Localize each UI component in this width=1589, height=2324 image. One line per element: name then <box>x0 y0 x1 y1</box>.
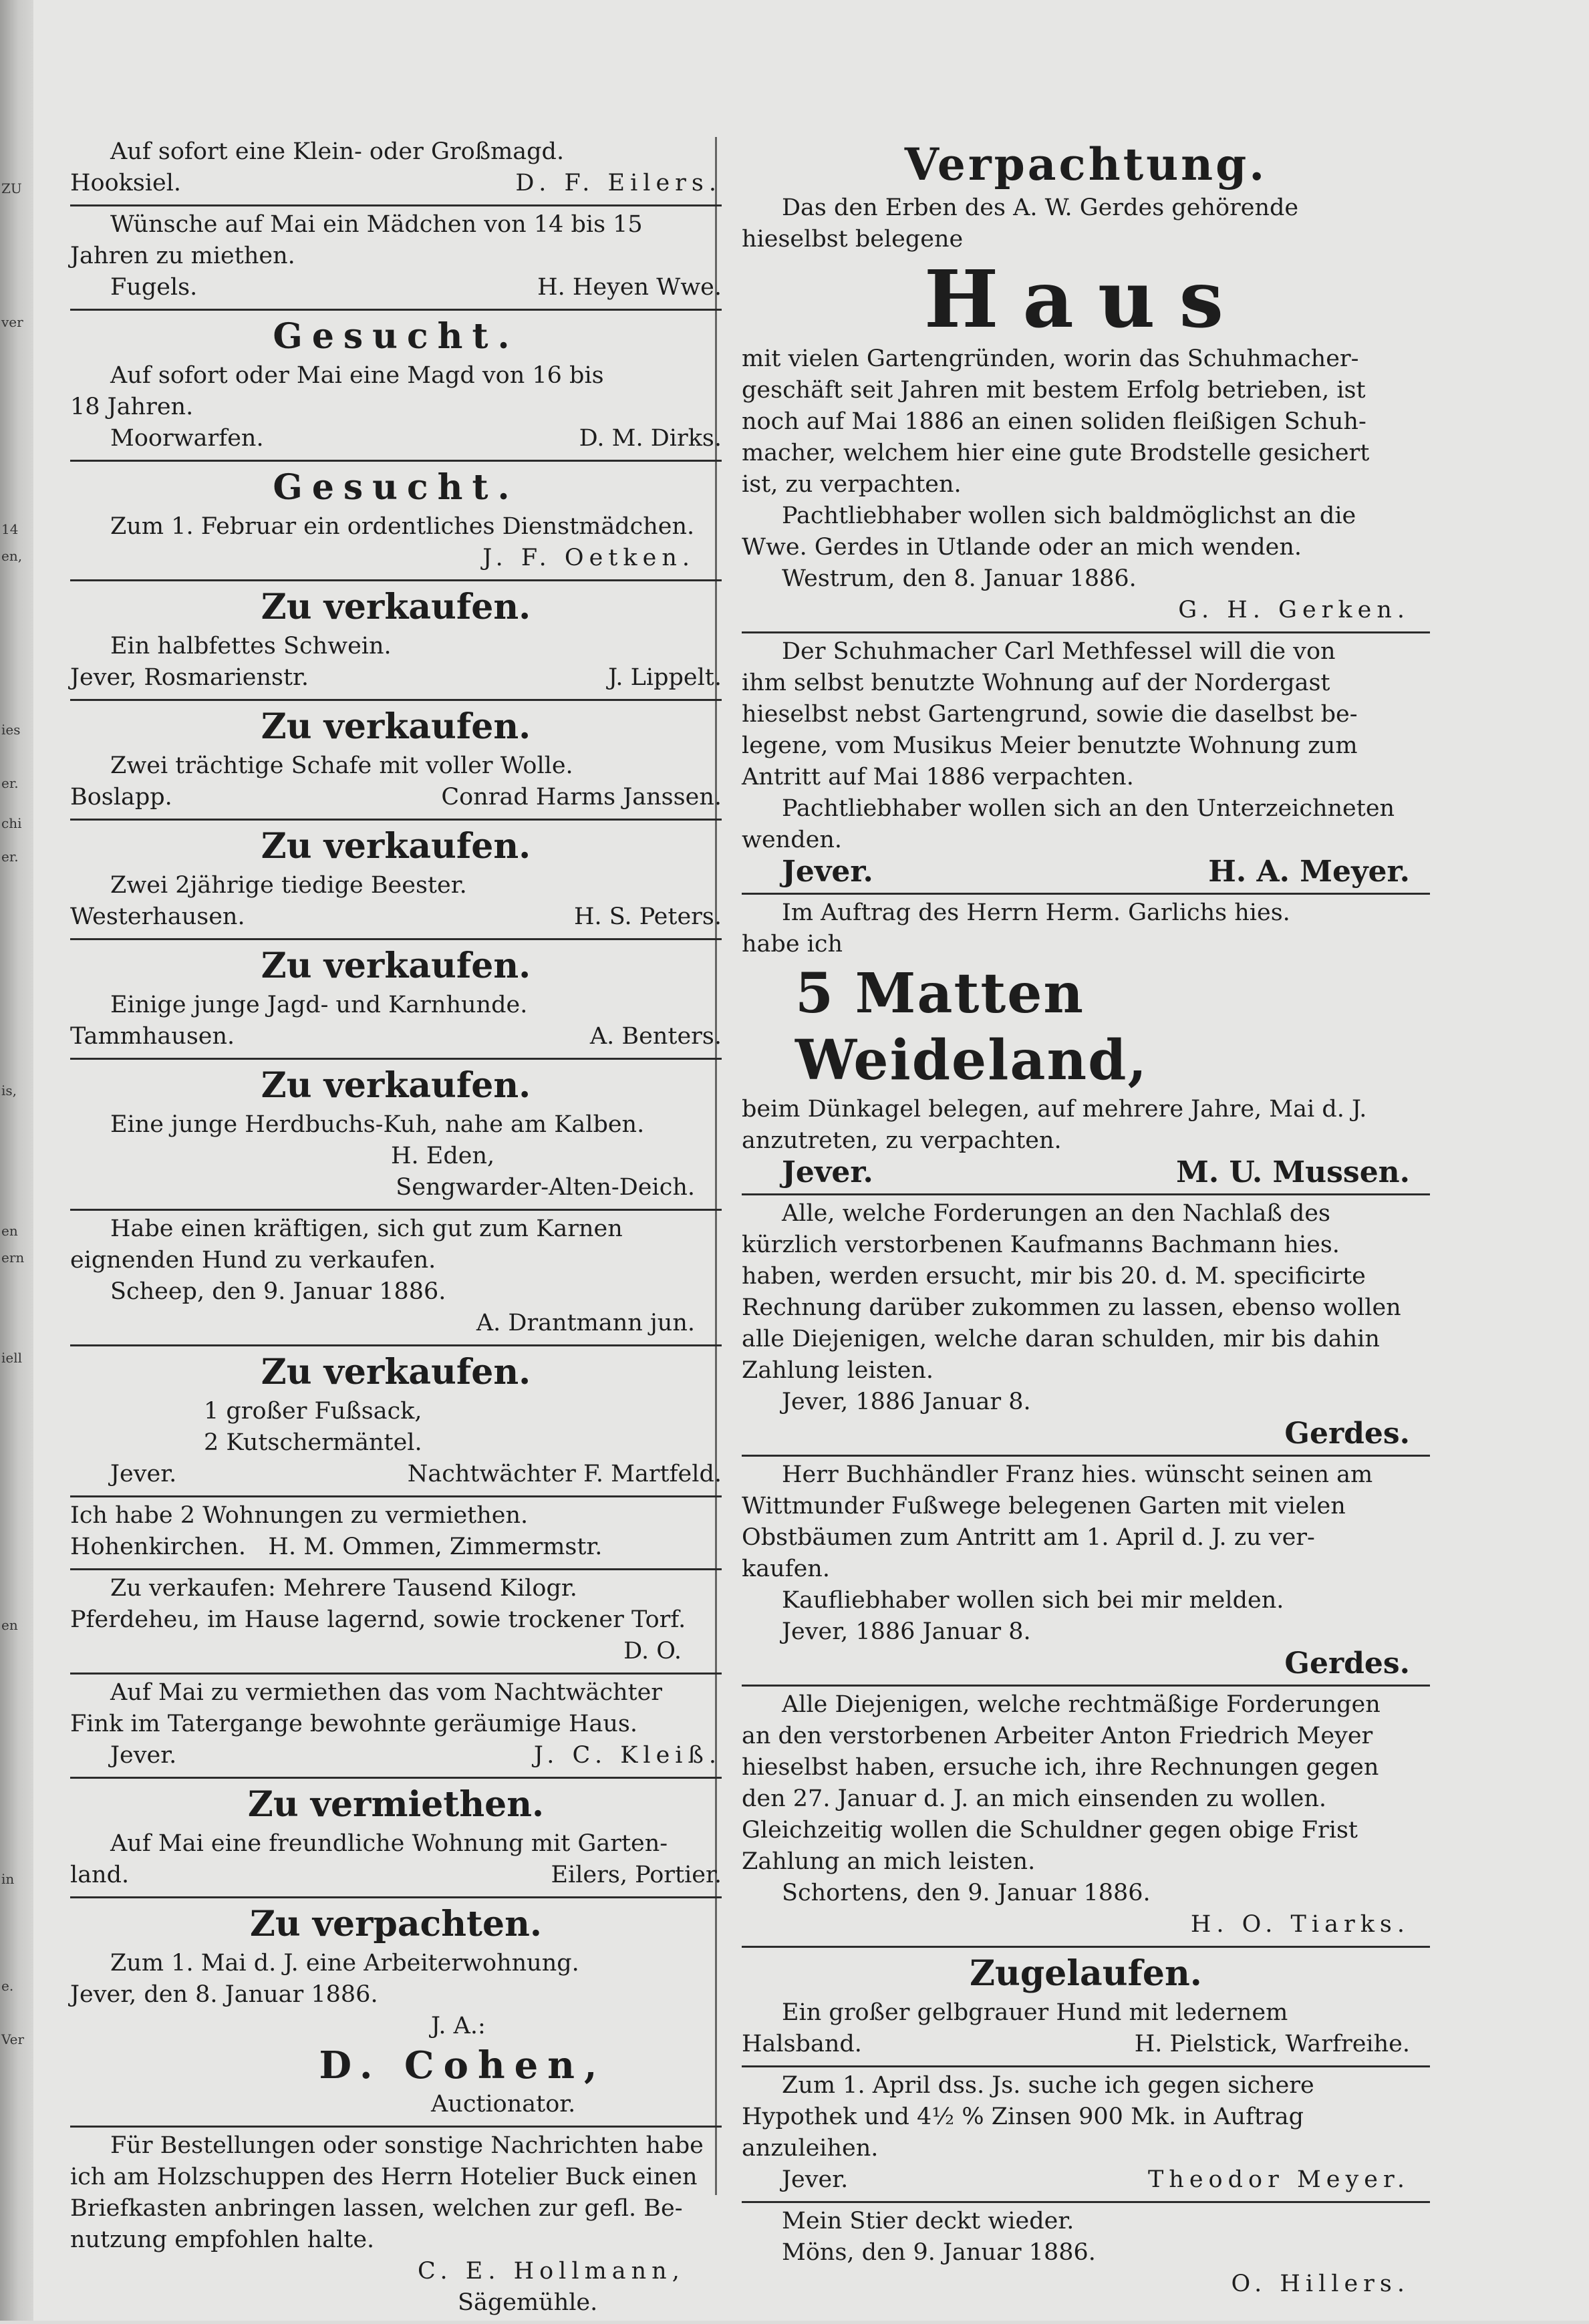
ad-text: macher, welchem hier eine gute Brodstelle gesichert <box>742 440 1370 466</box>
ad-fusssack <box>70 1346 722 1497</box>
right-column <box>742 134 1430 2297</box>
ad-place: Jever. <box>782 1155 873 1189</box>
ad-schafe <box>70 701 722 821</box>
ad-heading: Zu verkaufen. <box>261 946 531 986</box>
ad-place: Jever. <box>782 855 873 889</box>
ad-place: Jever. <box>110 1461 177 1487</box>
ad-heading: Zu verkaufen. <box>261 587 531 627</box>
ad-text: Halsband. <box>742 2031 862 2057</box>
ad-heading: Gesucht. <box>273 316 519 357</box>
ad-briefkasten <box>70 2128 722 2324</box>
ad-text: Jever, den 8. Januar 1886. <box>70 1981 378 2008</box>
ad-maedchen <box>70 206 722 311</box>
ad-haus-tatergang <box>70 1675 722 1779</box>
ad-text: Für Bestellungen oder sonstige Nachrichten habe <box>110 2132 704 2159</box>
ad-text: Scheep, den 9. Januar 1886. <box>110 1278 446 1305</box>
ad-signature: H. Heyen Wwe. <box>537 274 722 301</box>
ad-bachmann <box>742 1195 1430 1457</box>
ad-heading: Zu verkaufen. <box>261 1065 531 1106</box>
ad-text: Obstbäumen zum Antritt am 1. April d. J. zu ver- <box>742 1524 1315 1551</box>
ad-text: Antritt auf Mai 1886 verpachten. <box>742 764 1134 790</box>
ad-beester <box>70 821 722 940</box>
ad-text: Zum 1. Mai d. J. eine Arbeiterwohnung. <box>110 1950 579 1977</box>
ad-place: Tammhausen. <box>70 1023 235 1050</box>
gutter-fragment: en, <box>1 548 23 564</box>
ad-place: Sägemühle. <box>458 2289 598 2316</box>
ad-hund <box>70 1211 722 1346</box>
ad-text: 2 Kutschermäntel. <box>204 1429 422 1456</box>
ad-text: Zahlung leisten. <box>742 1357 934 1384</box>
ad-signature: J. F. Oetken. <box>482 545 695 571</box>
ad-methfessel <box>742 633 1430 895</box>
ad-signature: H. Pielstick, Warfreihe. <box>1134 2031 1410 2057</box>
ad-wohnungen <box>70 1497 722 1570</box>
ad-text: ich am Holzschuppen des Herrn Hotelier Buck einen <box>70 2164 698 2190</box>
ad-text: mit vielen Gartengründen, worin das Schuhmacher- <box>742 345 1359 372</box>
ad-text: Auf sofort eine Klein- oder Großmagd. <box>110 138 565 165</box>
ad-text: noch auf Mai 1886 an einen soliden fleißigen Schuh- <box>742 408 1366 435</box>
ad-text: Alle Diejenigen, welche rechtmäßige Forderungen <box>782 1691 1381 1718</box>
ad-text: Hypothek und 4½ % Zinsen 900 Mk. in Auftrag <box>742 2103 1304 2130</box>
gutter-fragment: 14 <box>1 521 19 537</box>
ad-text: Im Auftrag des Herrn Herm. Garlichs hies. <box>782 899 1290 926</box>
ad-hypothek <box>742 2067 1430 2203</box>
ad-place: Jever. <box>782 2166 849 2193</box>
ad-place: Sengwarder-Alten-Deich. <box>396 1174 695 1201</box>
ad-text: hieselbst belegene <box>742 226 964 253</box>
ad-garten-franz <box>742 1457 1430 1687</box>
ad-text: kaufen. <box>742 1556 830 1582</box>
ad-text: Auf sofort oder Mai eine Magd von 16 bis <box>110 362 604 389</box>
ad-hunde <box>70 940 722 1060</box>
ad-heading: Gesucht. <box>273 467 519 508</box>
ad-place: Boslapp. <box>70 784 172 811</box>
ad-signature: G. H. Gerken. <box>1178 597 1410 623</box>
ad-text: Ein halbfettes Schwein. <box>110 633 392 660</box>
ad-text: Jever, 1886 Januar 8. <box>782 1389 1031 1415</box>
ad-display-word: 5 Matten Weideland, <box>795 962 1149 1093</box>
ad-text: Schortens, den 9. Januar 1886. <box>782 1880 1151 1906</box>
ad-place: Hooksiel. <box>70 170 182 196</box>
ad-text: Pferdeheu, im Hause lagernd, sowie trockener Torf. <box>70 1606 686 1633</box>
ad-text: Habe einen kräftigen, sich gut zum Karnen <box>110 1215 623 1242</box>
ad-signature: J. C. Kleiß. <box>533 1742 722 1769</box>
ad-text: Auf Mai zu vermiethen das vom Nachtwächter <box>110 1679 663 1706</box>
gutter-fragment: is, <box>1 1082 17 1099</box>
ad-zugelaufen <box>742 1948 1430 2067</box>
ad-text: nutzung empfohlen halte. <box>70 2226 375 2253</box>
ad-text: Der Schuhmacher Carl Methfessel will die von <box>782 638 1336 665</box>
ad-weideland <box>742 895 1430 1195</box>
gutter-fragment: in <box>1 1871 15 1887</box>
ad-text: an den verstorbenen Arbeiter Anton Friedrich Meyer <box>742 1723 1373 1749</box>
ad-text: Zum 1. Februar ein ordentliches Dienstmädchen. <box>110 513 695 540</box>
ad-text: ist, zu verpachten. <box>742 471 962 498</box>
ad-text: Auctionator. <box>431 2091 576 2118</box>
ad-place: Westerhausen. <box>70 903 245 930</box>
ad-signature: Gerdes. <box>1284 1646 1410 1681</box>
ad-text: 1 großer Fußsack, <box>204 1398 422 1425</box>
ad-signature: D. M. Dirks. <box>579 425 722 452</box>
ad-signature: D. F. Eilers. <box>515 170 722 196</box>
ad-text: Jahren zu miethen. <box>70 243 295 269</box>
ad-signature: C. E. Hollmann, <box>418 2258 685 2285</box>
ad-heading: Verpachtung. <box>904 138 1268 190</box>
ad-place: Fugels. <box>110 274 198 301</box>
ad-text: Gleichzeitig wollen die Schuldner gegen obige Frist <box>742 1817 1358 1844</box>
ad-signature: H. O. Tiarks. <box>1190 1911 1410 1938</box>
ad-pferdeheu <box>70 1570 722 1675</box>
newspaper-page <box>33 0 1589 2321</box>
ad-text: Zahlung an mich leisten. <box>742 1848 1036 1875</box>
ad-text: ihm selbst benutzte Wohnung auf der Nordergast <box>742 670 1330 696</box>
gutter-fragment: en <box>1 1223 18 1239</box>
ad-text: Westrum, den 8. Januar 1886. <box>782 565 1137 592</box>
gutter-fragment: ver <box>1 314 23 330</box>
ad-text: land. <box>70 1862 130 1888</box>
ad-text: den 27. Januar d. J. an mich einsenden zu wollen. <box>742 1785 1327 1812</box>
ad-signature: J. Lippelt. <box>608 664 722 691</box>
gutter-fragment: er. <box>1 775 19 791</box>
gutter-fragment: en <box>1 1617 18 1633</box>
gutter-fragment: ies <box>1 722 21 738</box>
ad-signature: A. Benters. <box>589 1023 722 1050</box>
ad-text: Pachtliebhaber wollen sich an den Unterzeichneten <box>782 795 1395 822</box>
ad-signature: M. U. Mussen. <box>1176 1155 1410 1189</box>
gutter-fragment: e. <box>1 1978 14 1994</box>
ad-signature: D. Cohen, <box>319 2043 607 2087</box>
ad-text: Wünsche auf Mai ein Mädchen von 14 bis 15 <box>110 211 643 238</box>
ad-text: 18 Jahren. <box>70 394 194 420</box>
ad-text: hieselbst haben, ersuche ich, ihre Rechnungen gegen <box>742 1754 1379 1781</box>
ad-vermiethen <box>70 1779 722 1898</box>
ad-signature: A. Drantmann jun. <box>476 1310 695 1336</box>
ad-text: Einige junge Jagd- und Karnhunde. <box>110 992 528 1018</box>
gutter-fragment: ZU <box>1 180 22 196</box>
gutter-fragment: Ver <box>1 2031 25 2047</box>
ad-text: J. A.: <box>431 2013 486 2039</box>
ad-text: anzuleihen. <box>742 2135 879 2162</box>
ad-heading: Zu verpachten. <box>249 1904 543 1944</box>
ad-text: geschäft seit Jahren mit bestem Erfolg betrieben, ist <box>742 377 1366 404</box>
ad-text: legene, vom Musikus Meier benutzte Wohnung zum <box>742 732 1358 759</box>
ad-place: Jever, Rosmarienstr. <box>70 664 309 691</box>
ad-text: Wwe. Gerdes in Utlande oder an mich wenden. <box>742 534 1302 561</box>
ad-stier <box>742 2203 1430 2305</box>
ad-text: Eine junge Herdbuchs-Kuh, nahe am Kalben. <box>110 1111 645 1138</box>
ad-text: Briefkasten anbringen lassen, welchen zur gefl. Be- <box>70 2195 683 2222</box>
ad-signature: Gerdes. <box>1284 1417 1410 1451</box>
ad-heading: Zugelaufen. <box>970 1953 1202 1994</box>
gutter-fragment: ern <box>1 1250 25 1266</box>
ad-signature: Conrad Harms Janssen. <box>441 784 722 811</box>
ad-text: wenden. <box>742 827 842 853</box>
ad-signature: H. A. Meyer. <box>1208 855 1410 889</box>
ad-meyer-forderungen <box>742 1687 1430 1948</box>
ad-place: Jever. <box>110 1742 177 1769</box>
gutter-fragment: er. <box>1 849 19 865</box>
gutter-fragment: chi <box>1 815 22 831</box>
ad-text: Das den Erben des A. W. Gerdes gehörende <box>782 194 1299 221</box>
ad-text: alle Diejenigen, welche daran schulden, mir bis dahin <box>742 1326 1380 1352</box>
ad-text: Hohenkirchen. H. M. Ommen, Zimmermstr. <box>70 1534 603 1560</box>
ad-text: hieselbst nebst Gartengrund, sowie die daselbst be- <box>742 701 1358 728</box>
ad-text: eignenden Hund zu verkaufen. <box>70 1247 436 1274</box>
ad-heading: Zu verkaufen. <box>261 1352 531 1393</box>
ad-text: Auf Mai eine freundliche Wohnung mit Garten- <box>110 1830 668 1857</box>
ad-text: Möns, den 9. Januar 1886. <box>782 2239 1096 2266</box>
ad-kuh <box>70 1060 722 1211</box>
ad-heading: Zu verkaufen. <box>261 706 531 747</box>
gutter-fragment: iell <box>1 1350 23 1366</box>
ad-text: Zwei trächtige Schafe mit voller Wolle. <box>110 752 573 779</box>
ad-signature: Nachtwächter F. Martfeld. <box>407 1461 722 1487</box>
ad-text: Jever, 1886 Januar 8. <box>782 1618 1031 1645</box>
ad-text: Rechnung darüber zukommen zu lassen, ebenso wollen <box>742 1294 1401 1321</box>
ad-gesucht-dienstmaedchen <box>70 462 722 581</box>
ad-schwein <box>70 581 722 701</box>
ad-text: Kaufliebhaber wollen sich bei mir melden. <box>782 1587 1284 1614</box>
ad-signature: O. Hillers. <box>1231 2271 1410 2297</box>
ad-text: Pachtliebhaber wollen sich baldmöglichst an die <box>782 502 1356 529</box>
ad-gesucht-magd <box>70 311 722 462</box>
ad-text: haben, werden ersucht, mir bis 20. d. M. specificirte <box>742 1263 1366 1290</box>
ad-verpachten <box>70 1898 722 2128</box>
ad-text: beim Dünkagel belegen, auf mehrere Jahre, Mai d. J. <box>742 1096 1367 1123</box>
ad-text: Zum 1. April dss. Js. suche ich gegen sichere <box>782 2072 1314 2099</box>
ad-text: Zu verkaufen: Mehrere Tausend Kilogr. <box>110 1575 577 1602</box>
ad-signature: Eilers, Portier. <box>551 1862 722 1888</box>
ad-text: Mein Stier deckt wieder. <box>782 2208 1074 2234</box>
ad-text: Wittmunder Fußwege belegenen Garten mit vielen <box>742 1493 1346 1519</box>
ad-text: anzutreten, zu verpachten. <box>742 1127 1062 1154</box>
ad-text: kürzlich verstorbenen Kaufmanns Bachmann hies. <box>742 1231 1340 1258</box>
ad-signature: H. S. Peters. <box>573 903 722 930</box>
ad-text: Ich habe 2 Wohnungen zu vermiethen. <box>70 1502 529 1529</box>
ad-heading: Zu verkaufen. <box>261 826 531 867</box>
ad-text: Fink im Tatergange bewohnte geräumige Haus. <box>70 1711 637 1737</box>
ad-text: Ein großer gelbgrauer Hund mit ledernem <box>782 1999 1288 2026</box>
ad-text: Herr Buchhändler Franz hies. wünscht seinen am <box>782 1461 1373 1488</box>
ad-text: Zwei 2jährige tiedige Beester. <box>110 872 467 899</box>
ad-place: Moorwarfen. <box>110 425 264 452</box>
ad-text: habe ich <box>742 931 843 958</box>
ad-verpachtung-haus <box>742 134 1430 633</box>
ad-heading: Zu vermiethen. <box>247 1784 545 1825</box>
ad-grossmagd <box>70 134 722 206</box>
ad-signature: H. Eden, <box>391 1143 495 1169</box>
ad-display-word: Haus <box>923 253 1248 345</box>
ad-signature: D. O. <box>623 1638 682 1664</box>
ad-text: Alle, welche Forderungen an den Nachlaß des <box>782 1200 1330 1227</box>
page-gutter <box>0 0 33 2321</box>
ad-signature: Theodor Meyer. <box>1147 2166 1410 2193</box>
left-column <box>70 134 722 2316</box>
